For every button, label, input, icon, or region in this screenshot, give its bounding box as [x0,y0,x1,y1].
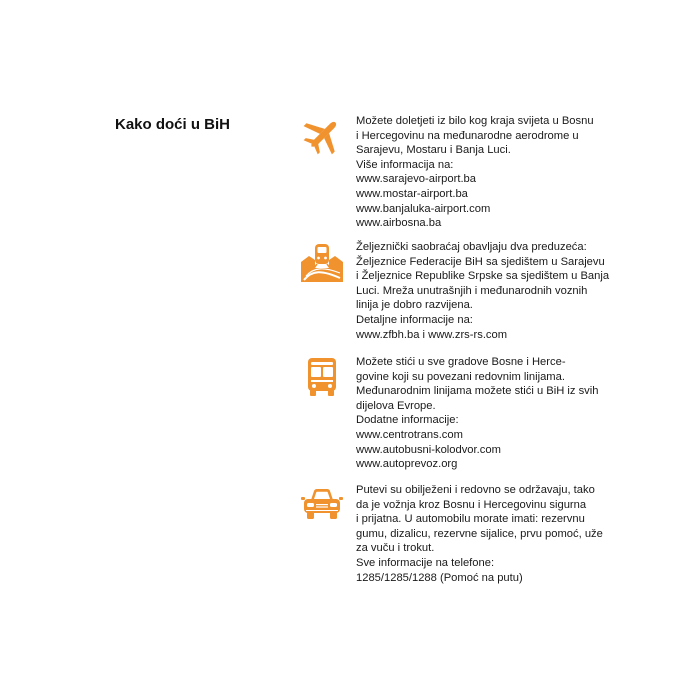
page-title: Kako doći u BiH [115,116,231,133]
text-line: Sve informacije na telefone: [356,556,495,569]
bus-icon [300,355,344,399]
text-line: Željeznički saobraćaj obavljaju dva preduzeća: [356,241,587,253]
car-icon [300,483,344,527]
text-line: i Hercegovinu na međunarodne aerodrome u [356,129,579,142]
text-line: i prijatna. U automobilu morate imati: rezervnu [356,513,585,526]
text-line: Više informacija na: [356,158,454,171]
text-line: Luci. Mreža unutrašnjih i međunarodnih voznih [356,284,588,297]
text-line: Možete doletjeti iz bilo kog kraja svijeta u Bosnu [356,115,594,127]
link-banjaluka-airport[interactable]: www.banjaluka-airport.com [356,202,491,215]
text-line: Možete stići u sve gradove Bosne i Herce- [356,356,566,368]
section-air-text [356,114,636,231]
text-line: 1285/1285/1288 (Pomoć na putu) [356,571,523,584]
text-line: gumu, dizalicu, rezervne sijalice, prvu pomoć, uže [356,527,603,540]
link-autobusni-kolodvor[interactable]: www.autobusni-kolodvor.com [356,443,501,456]
text-line: Međunarodnim linijama možete stići u BiH iz svih [356,385,599,398]
link-railways[interactable]: www.zfbh.ba i www.zrs-rs.com [356,328,508,341]
section-bus-text [356,355,636,472]
text-line: da je vožnja kroz Bosnu i Hercegovinu sigurna [356,498,587,511]
text-line: Željeznice Federacije BiH sa sjedištem u Sarajevu [356,255,605,268]
text-line: dijelova Evrope. [356,399,436,412]
text-line: govine koji su povezani redovnim linijama. [356,370,565,383]
text-line: za vuču i trokut. [356,542,435,555]
section-car-text [356,483,636,585]
text-line: linija je dobro razvijena. [356,299,473,312]
airplane-icon [300,114,344,158]
link-airbosna[interactable]: www.airbosna.ba [356,217,442,230]
train-icon [300,240,344,284]
text-line: Dodatne informacije: [356,414,459,427]
text-line: Putevi su obilježeni i redovno se održavaju, tako [356,484,595,496]
text-line: Sarajevu, Mostaru i Banja Luci. [356,144,511,157]
link-autoprevoz[interactable]: www.autoprevoz.org [356,458,458,471]
text-line: Detaljne informacije na: [356,313,473,326]
link-sarajevo-airport[interactable]: www.sarajevo-airport.ba [356,173,477,186]
text-line: i Željeznice Republike Srpske sa sjedištem u Banja [356,270,610,283]
link-mostar-airport[interactable]: www.mostar-airport.ba [356,187,468,200]
section-rail-text [356,240,636,342]
link-centrotrans[interactable]: www.centrotrans.com [356,428,463,441]
